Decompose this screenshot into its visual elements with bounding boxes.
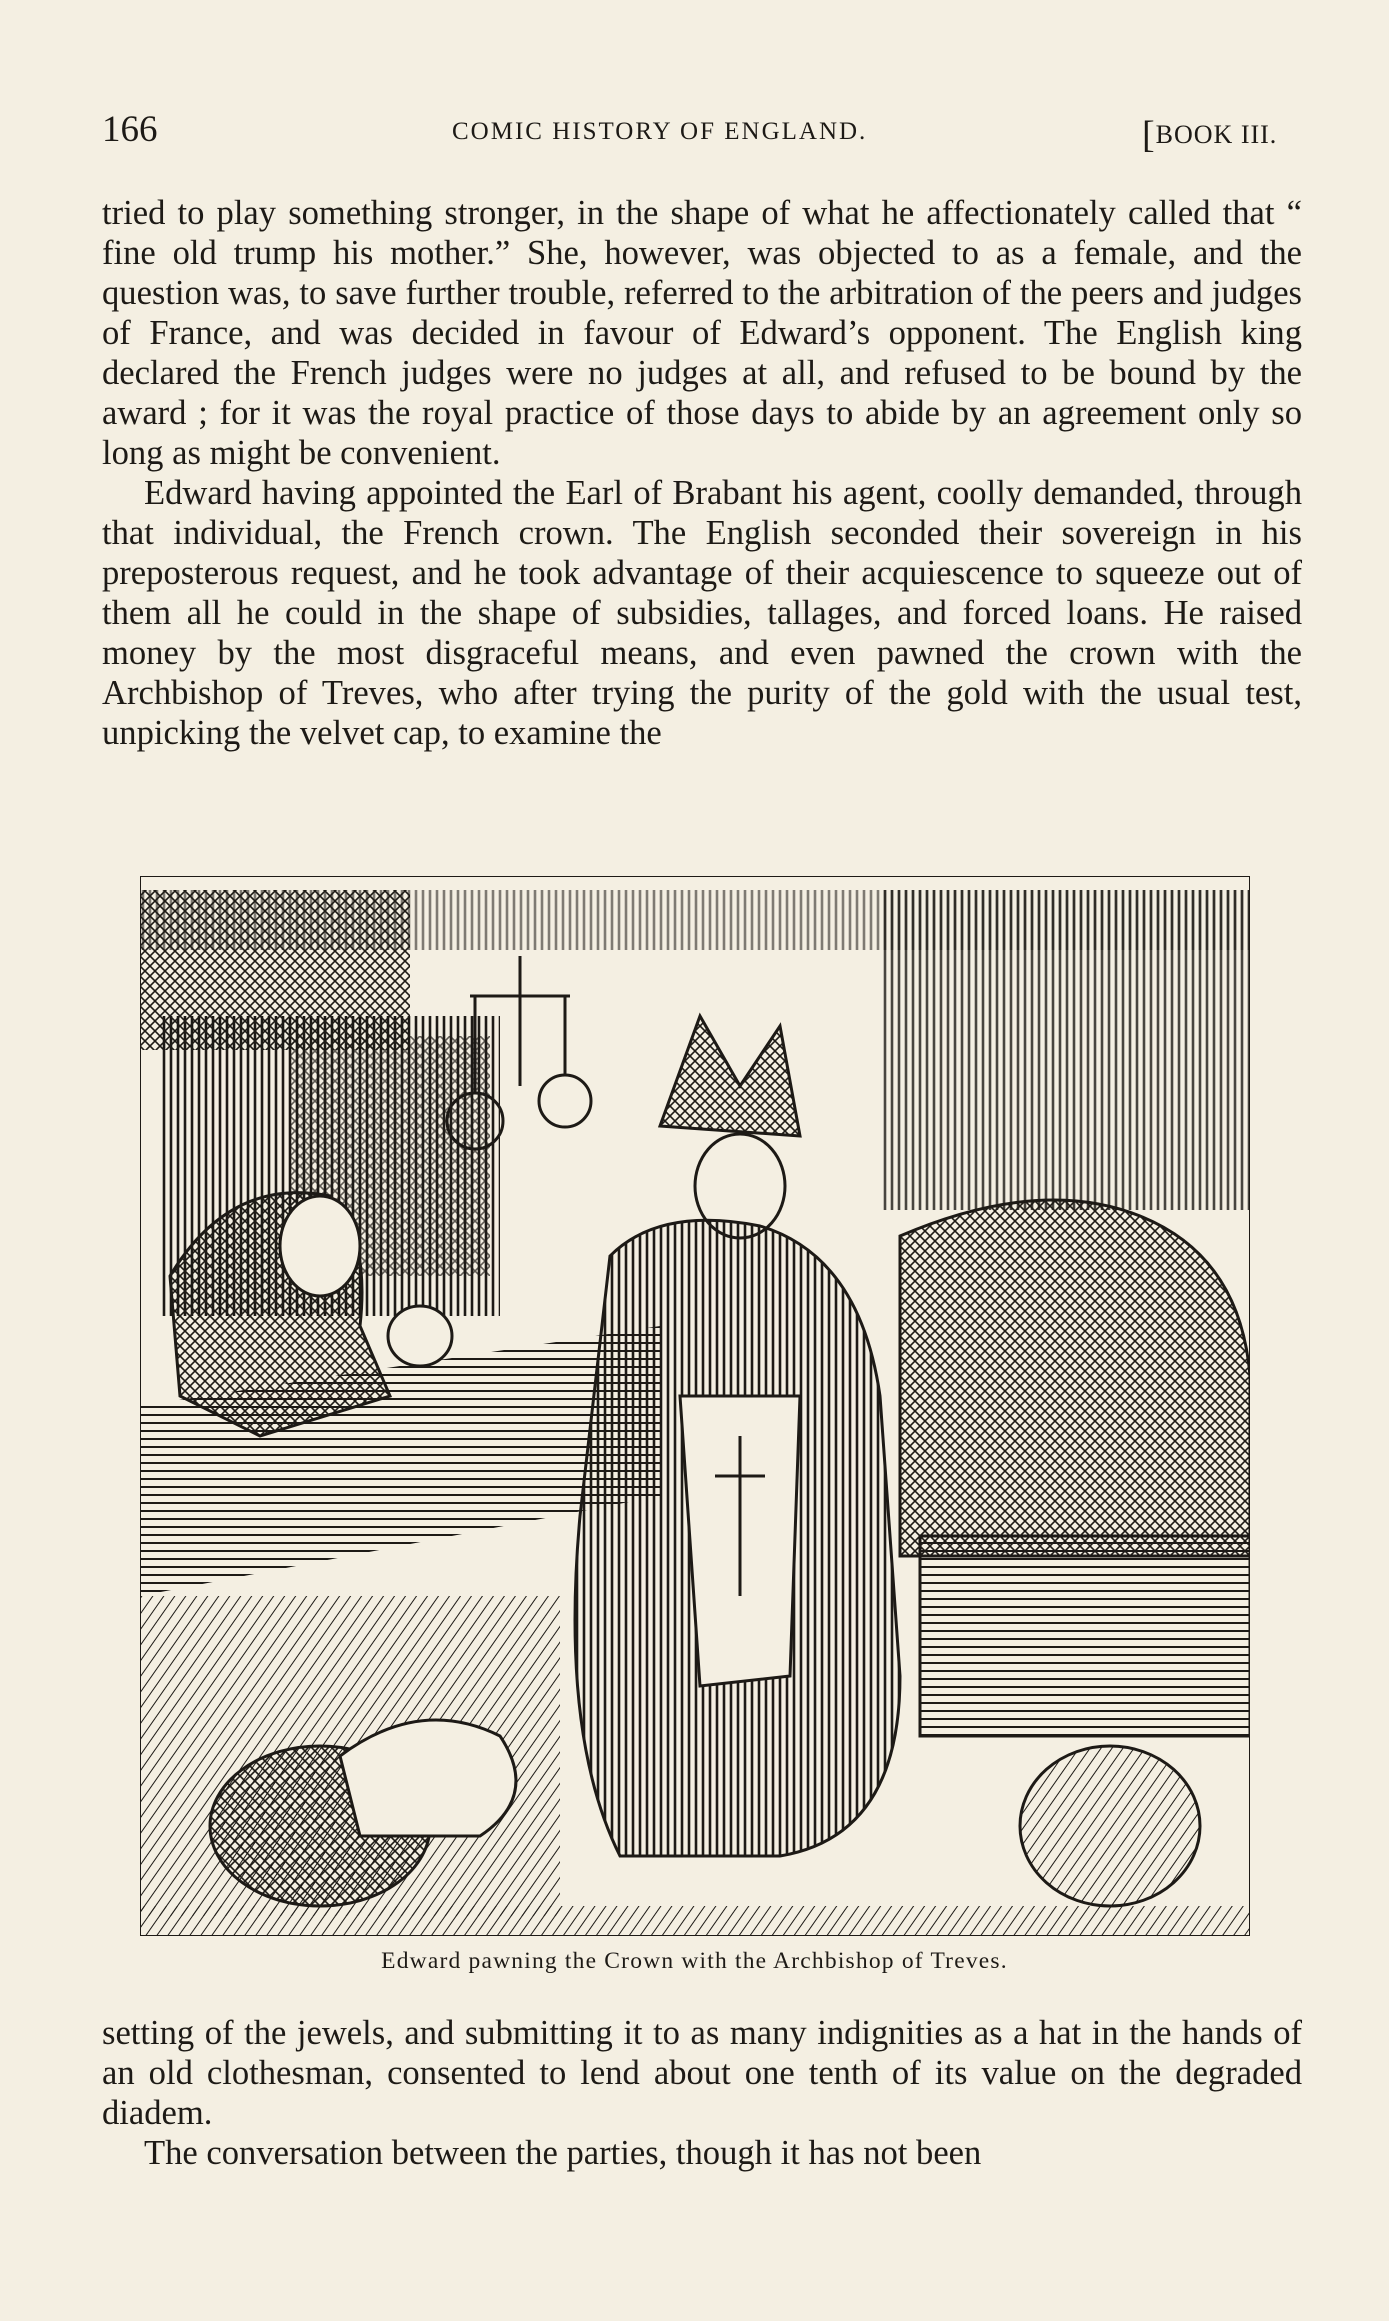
- paragraph: Edward having appointed the Earl of Brabant his agent, coolly demanded, through that individual, the French crown. The English seconded their sovereign in his preposterous request, and he took advantage of their acquiescence to squeeze out of them all he could in the shape of subsidies, tallages, and forced loans. He raised money by the most disgraceful means, and even pawned the crown with the Archbishop of Treves, who after trying the purity of the gold with the usual test, unpicking the velvet cap, to examine the: [102, 474, 1302, 752]
- paragraph: tried to play something stronger, in the shape of what he affectionately called that “ fine old trump his mother.” She, however, was objected to as a female, and the question was, to save further trouble, referred to the arbitration of the peers and judges of France, and was decided in favour of Edward’s opponent. The English king declared the French judges were no judges at all, and refused to be bound by the award ; for it was the royal practice of those days to abide by an agreement only so long as might be convenient.: [102, 194, 1302, 472]
- engraving-illustration: [140, 876, 1250, 1936]
- running-title: COMIC HISTORY OF ENGLAND.: [452, 118, 868, 145]
- body-text-bottom: [102, 2013, 1302, 2173]
- book-label-text: BOOK III.: [1155, 120, 1278, 149]
- page-number: 166: [102, 109, 158, 150]
- book-label: [1142, 116, 1277, 154]
- paragraph: The conversation between the parties, though it has not been: [144, 2134, 982, 2172]
- figure-caption: Edward pawning the Crown with the Archbishop of Treves.: [381, 1948, 1008, 1974]
- body-text-top: [102, 193, 1302, 753]
- paragraph: setting of the jewels, and submitting it to as many indignities as a hat in the hands of an old clothesman, consented to lend about one tenth of its value on the degraded diadem.: [102, 2014, 1302, 2132]
- book-bracket: [: [1142, 114, 1156, 156]
- engraving-drawing: [140, 876, 1250, 1936]
- page-header: [102, 108, 1302, 158]
